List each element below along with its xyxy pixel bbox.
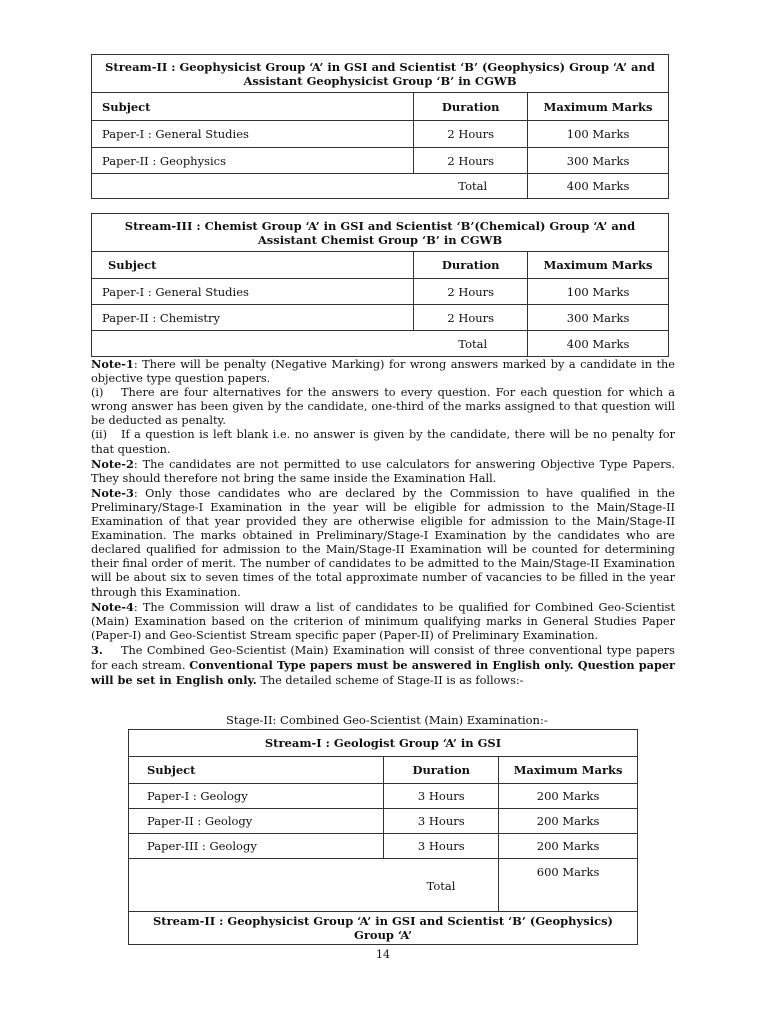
table-row (92, 121, 669, 148)
stream1-title: Stream-I : Geologist Group ‘A’ in GSI (129, 730, 638, 757)
stream3-table (91, 213, 669, 357)
marks-header: Maximum Marks (499, 757, 638, 784)
subject-header: Subject (92, 93, 414, 121)
marks-cell: 100 Marks (528, 121, 669, 148)
duration-cell: 2 Hours (414, 279, 528, 305)
note-2 (91, 457, 675, 486)
duration-cell: 3 Hours (384, 809, 499, 834)
duration-cell: 2 Hours (414, 121, 528, 148)
note-1-ii (91, 428, 675, 456)
next-stream-title: Stream-II : Geophysicist Group ‘A’ in GSI and Scientist ‘B’ (Geophysics) Group ‘A’ (129, 912, 638, 945)
duration-header: Duration (414, 252, 528, 279)
total-marks: 600 Marks (499, 859, 638, 912)
total-row (92, 174, 669, 199)
duration-cell: 3 Hours (384, 834, 499, 859)
note-3 (91, 486, 675, 600)
duration-header: Duration (384, 757, 499, 784)
subject-cell: Paper-II : Chemistry (92, 305, 414, 331)
duration-header: Duration (414, 93, 528, 121)
item-text: There are four alternatives for the answers to every question. For each question for which a wrong answer has been given by the candidate, one-third of the marks assigned to that question will be deducted as penalty. (91, 386, 675, 428)
note-label: Note-3 (91, 485, 134, 500)
stage2-caption: Stage-II: Combined Geo-Scientist (Main) Examination:- (226, 713, 548, 727)
subject-header: Subject (92, 252, 414, 279)
item-label: (ii) (91, 428, 108, 442)
note-label: Note-4 (91, 599, 134, 614)
item-text: If a question is left blank i.e. no answer is given by the candidate, there will be no penalty for that question. (91, 428, 675, 456)
stream2-table (91, 54, 669, 199)
duration-cell: 2 Hours (414, 305, 528, 331)
duration-cell: 2 Hours (414, 148, 528, 174)
total-marks: 400 Marks (528, 174, 669, 199)
total-label: Total (92, 174, 528, 199)
paragraph-text: The Combined Geo-Scientist (Main) Examination will consist of three conventional type papers for each stream. (91, 643, 675, 672)
paragraph-tail: The detailed scheme of Stage-II is as follows:- (256, 674, 524, 688)
page-number: 14 (376, 948, 390, 961)
stream1-table (128, 729, 638, 945)
marks-header: Maximum Marks (528, 252, 669, 279)
marks-cell: 300 Marks (528, 148, 669, 174)
note-text: : There will be penalty (Negative Marking) for wrong answers marked by a candidate in the objective type question papers. (91, 358, 675, 386)
notes-section (91, 357, 675, 688)
item-label: (i) (91, 386, 104, 400)
subject-cell: Paper-I : Geology (129, 784, 384, 809)
paragraph-bold-text: Conventional Type papers must be answered in English only. Question paper will be set in English only. (91, 657, 675, 688)
note-4 (91, 600, 675, 643)
total-marks: 400 Marks (528, 331, 669, 357)
subject-cell: Paper-I : General Studies (92, 121, 414, 148)
total-row (92, 331, 669, 357)
total-label: Total (92, 331, 528, 357)
marks-cell: 300 Marks (528, 305, 669, 331)
table-row (129, 834, 638, 859)
stream2-title: Stream-II : Geophysicist Group ‘A’ in GSI and Scientist ‘B’ (Geophysics) Group ‘A’ and Assistant Geophysicist Group ‘B’ in CGWB (92, 55, 669, 93)
total-row (129, 859, 638, 912)
marks-cell: 200 Marks (499, 834, 638, 859)
table-row (92, 305, 669, 331)
marks-cell: 200 Marks (499, 784, 638, 809)
table-row (92, 148, 669, 174)
note-text: : The candidates are not permitted to use calculators for answering Objective Type Papers. They should therefore not bring the same inside the Examination Hall. (91, 457, 675, 485)
note-text: : The Commission will draw a list of candidates to be qualified for Combined Geo-Scientist (Main) Examination based on the criterion of minimum qualifying marks in General Studies Paper (Paper-I) and Geo-Scientist Stream specific paper (Paper-II) of Preliminary Examination. (91, 600, 675, 642)
note-label: Note-2 (91, 456, 134, 471)
subject-header: Subject (129, 757, 384, 784)
note-1 (91, 357, 675, 386)
total-spacer (129, 859, 384, 912)
marks-cell: 200 Marks (499, 809, 638, 834)
subject-cell: Paper-II : Geophysics (92, 148, 414, 174)
subject-cell: Paper-III : Geology (129, 834, 384, 859)
note-text: : Only those candidates who are declared by the Commission to have qualified in the Preliminary/Stage-I Examination in the year will be eligible for admission to the Main/Stage-II Examination of that year provided they are otherwise eligible for admission to the Main/Stage-II Examination. The marks obtained in Preliminary/Stage-I Examination by the candidates who are declared qualified for admission to the Main/Stage-II Examination will be counted for determining their final order of merit. The number of candidates to be admitted to the Main/Stage-II Examination will be about six to seven times of the total approximate number of vacancies to be filled in the year through this Examination. (91, 486, 675, 599)
duration-cell: 3 Hours (384, 784, 499, 809)
table-row (129, 809, 638, 834)
subject-cell: Paper-I : General Studies (92, 279, 414, 305)
table-row (129, 784, 638, 809)
note-1-i (91, 386, 675, 428)
marks-header: Maximum Marks (528, 93, 669, 121)
stream3-title: Stream-III : Chemist Group ‘A’ in GSI and Scientist ‘B’(Chemical) Group ‘A’ and Assistant Chemist Group ‘B’ in CGWB (92, 214, 669, 252)
note-label: Note-1 (91, 357, 134, 371)
item-label: 3. (91, 642, 103, 657)
total-label: Total (384, 859, 499, 912)
subject-cell: Paper-II : Geology (129, 809, 384, 834)
paragraph-3 (91, 643, 675, 688)
table-row (92, 279, 669, 305)
marks-cell: 100 Marks (528, 279, 669, 305)
